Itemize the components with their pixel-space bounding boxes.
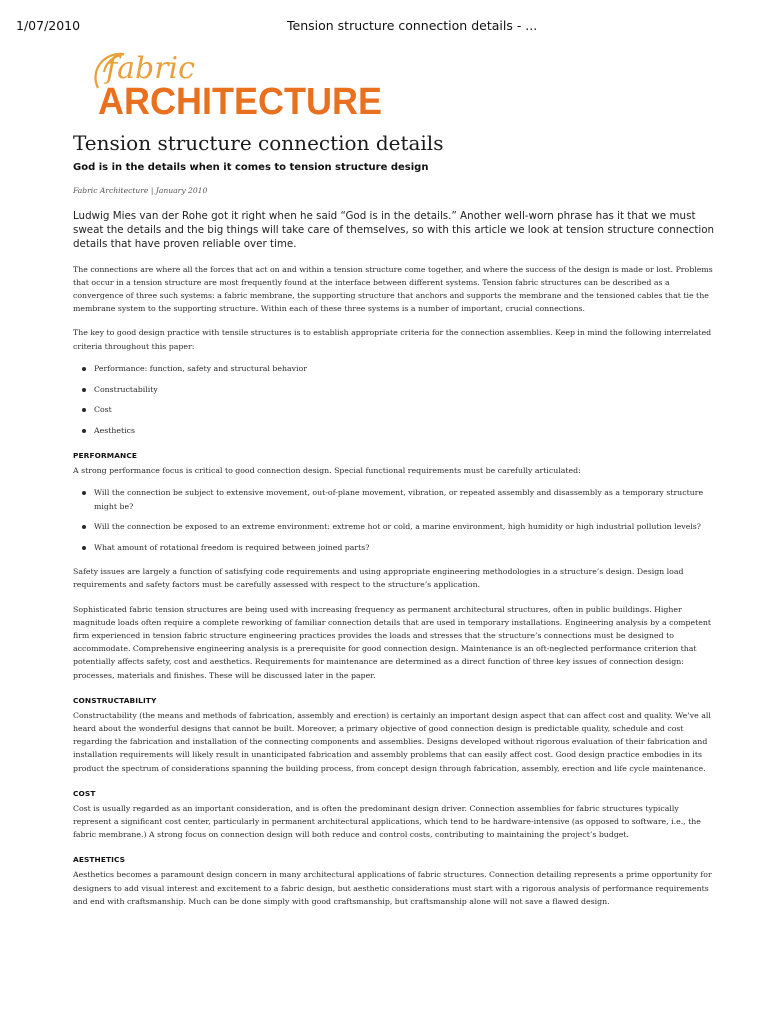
article-lead: Ludwig Mies van der Rohe got it right when he said “God is in the details.” Another well-worn phrase has it that we must sweat the details and the big things will take care of themselves, so with this article we look at tension structure connection details that have proven reliable over time. xyxy=(73,210,715,251)
list-item: Constructability xyxy=(94,383,718,396)
aesthetics-heading: AESTHETICS xyxy=(73,855,126,865)
intro-paragraph: The connections are where all the forces that act on and within a tension structure come together, and where the success of the design is made or lost. Problems that occur in a tension structure are most frequently found at the interface between different systems. Tension fabric structures can be described as a convergence of three such systems: a fabric membrane, the supporting structure that anchors and supports the membrane and the tensioned cables that tie the membrane system to the supporting structure. Within each of these three systems is a number of important, crucial connections. xyxy=(73,264,713,314)
constructability-paragraph: Constructability (the means and methods of fabrication, assembly and erection) is certainly an important design aspect that can affect cost and quality. We’ve all heard about the wonderful designs that cannot be built. Moreover, a primary objective of good connection design is predictable quality, schedule and cost regarding the fabrication and installation of the connecting components and assemblies. Designs developed without rigorous evaluation of their fabrication and installation requirements will likely result in unanticipated fabrication and assembly problems that can easily affect cost. Good design practice embodies in its product the spectrum of considerations spanning the building process, from concept design through fabrication, assembly, erection and life cycle maintenance. xyxy=(73,710,711,773)
print-header xyxy=(16,18,752,36)
article-title: Tension structure connection details xyxy=(73,131,444,155)
criteria-intro: The key to good design practice with tensile structures is to establish appropriate criteria for the connection assemblies. Keep in mind the following interrelated criteria throughout this paper: xyxy=(73,328,712,351)
list-item: Cost xyxy=(94,403,718,416)
list-item: Performance: function, safety and structural behavior xyxy=(94,362,718,375)
list-item: What amount of rotational freedom is required between joined parts? xyxy=(94,541,718,554)
article xyxy=(73,128,718,908)
constructability-heading: CONSTRUCTABILITY xyxy=(73,695,157,705)
fabric-architecture-logo[interactable] xyxy=(84,48,384,120)
criteria-list xyxy=(73,362,718,437)
logo-graphic xyxy=(84,48,384,120)
logo-main-word: ARCHITECTURE xyxy=(98,81,382,120)
safety-paragraph: Safety issues are largely a function of satisfying code requirements and using appropriate engineering methodologies in a structure’s design. Design load requirements and safety factors must be carefully assessed with respect to the structure’s application. xyxy=(73,567,684,590)
article-subhead: God is in the details when it comes to tension structure design xyxy=(73,162,429,173)
list-item: Will the connection be subject to extensive movement, out-of-plane movement, vibration, or repeated assembly and disassembly as a temporary structure might be? xyxy=(94,486,718,512)
performance-questions xyxy=(73,486,718,554)
list-item: Will the connection be exposed to an extreme environment: extreme hot or cold, a marine environment, high humidity or high industrial pollution levels? xyxy=(94,520,718,533)
performance-intro: A strong performance focus is critical to good connection design. Special functional requirements must be carefully articulated: xyxy=(73,466,581,476)
article-byline: Fabric Architecture | January 2010 xyxy=(73,186,208,195)
print-page-title: Tension structure connection details - ... xyxy=(287,18,538,33)
sophisticated-paragraph: Sophisticated fabric tension structures are being used with increasing frequency as permanent architectural structures, often in public buildings. Higher magnitude loads often require a complete reworking of familiar connection details that are used in temporary installations. Engineering analysis by a competent firm experienced in tension fabric structure engineering practices provides the loads and stresses that the structure’s connections must be designed to accommodate. Comprehensive engineering analysis is a prerequisite for good connection design. Maintenance is an oft-neglected performance criterion that potentially affects safety, cost and aesthetics. Requirements for maintenance are determined as a direct function of three key issues of connection design: processes, materials and finishes. These will be discussed later in the paper. xyxy=(73,604,712,680)
aesthetics-paragraph: Aesthetics becomes a paramount design concern in many architectural applications of fabric structures. Connection detailing represents a prime opportunity for designers to add visual interest and excitement to a fabric design, but aesthetic considerations must start with a rigorous analysis of performance requirements and end with craftsmanship. Much can be done simply with good craftsmanship, but craftsmanship alone will not save a flawed design. xyxy=(73,870,712,906)
print-date: 1/07/2010 xyxy=(16,18,81,33)
performance-heading: PERFORMANCE xyxy=(73,451,138,461)
cost-heading: COST xyxy=(73,788,96,798)
logo-script-word: fabric xyxy=(106,51,195,86)
list-item: Aesthetics xyxy=(94,424,718,437)
cost-paragraph: Cost is usually regarded as an important consideration, and is often the predominant design driver. Connection assemblies for fabric structures typically represent a significant cost center, particularly in permanent architectural applications, which tend to be hardware-intensive (as opposed to software, i.e., the fabric membrane.) A strong focus on connection design will both reduce and control costs, contributing to maintaining the project’s budget. xyxy=(73,803,701,840)
